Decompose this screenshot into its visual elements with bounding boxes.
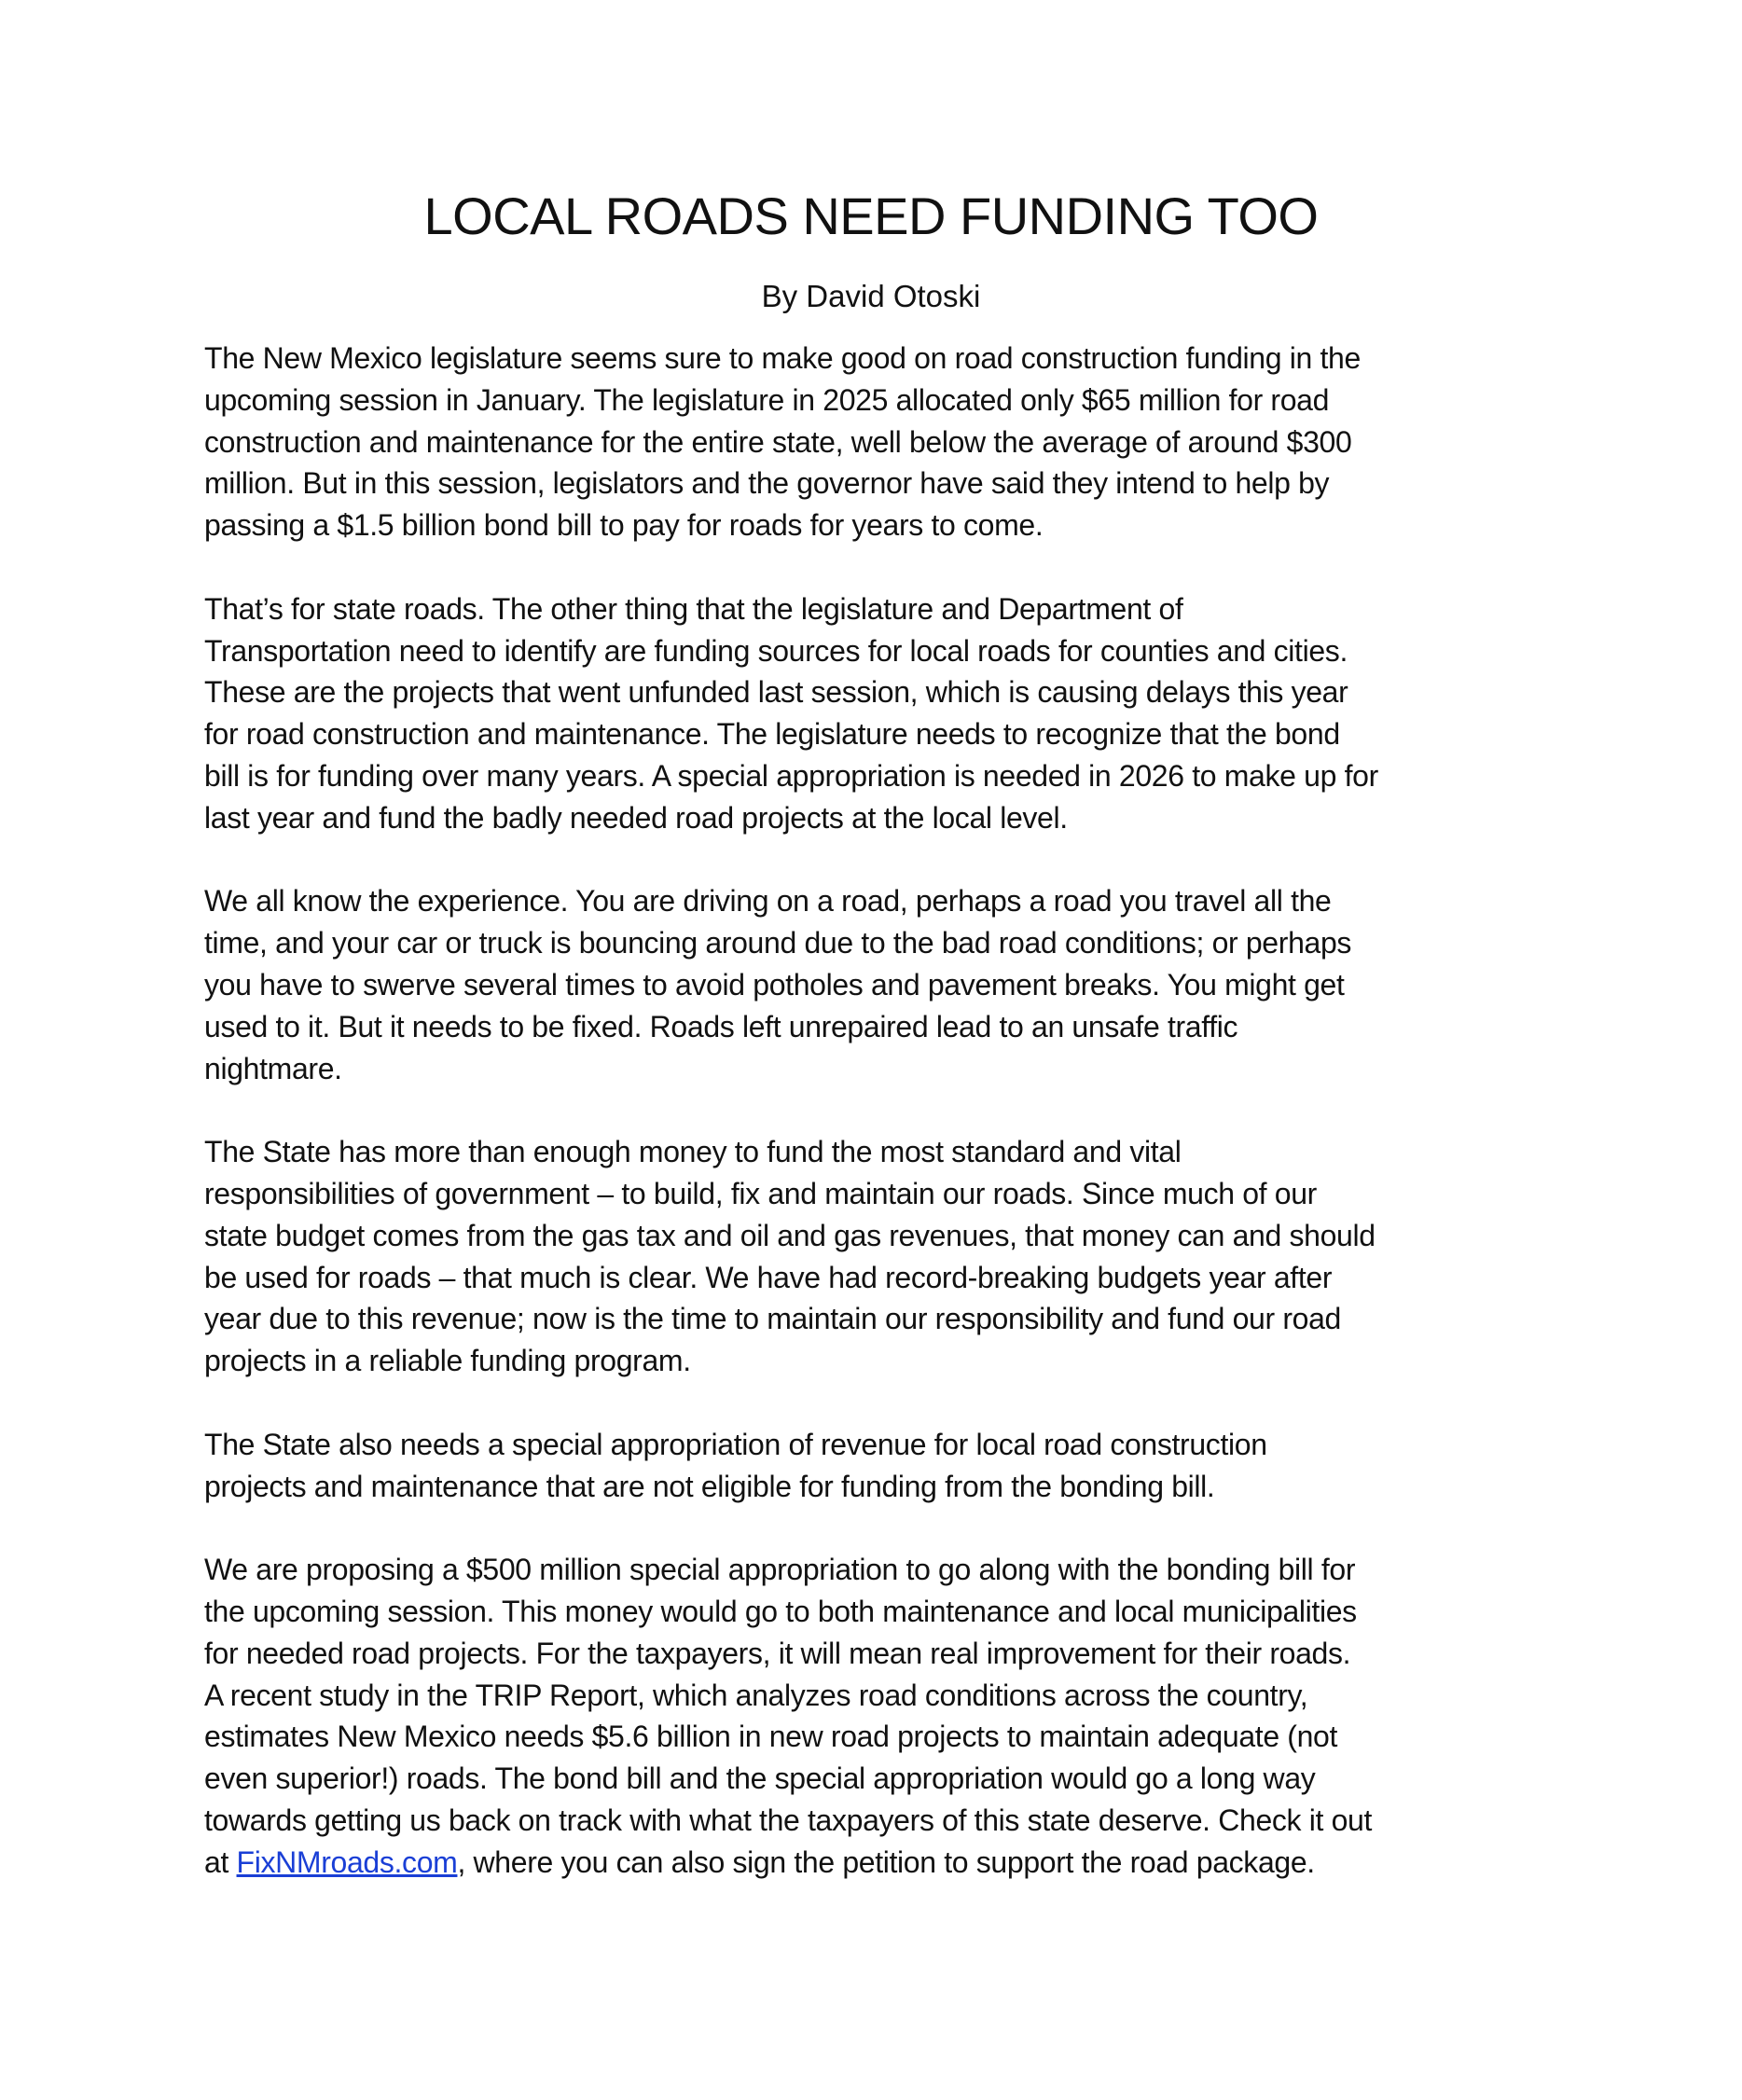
paragraph-line: even superior!) roads. The bond bill and the special appropriation would go a long way [204,1762,1316,1796]
paragraph-3 [204,880,1547,1089]
paragraph-line: year due to this revenue; now is the time to maintain our responsibility and fund our road [204,1302,1341,1336]
paragraph-final-line [204,1842,1547,1884]
paragraph-line: million. But in this session, legislators and the governor have said they intend to help by [204,466,1330,501]
paragraph-line: the upcoming session. This money would go to both maintenance and local municipalities [204,1594,1357,1628]
paragraph-line: time, and your car or truck is bouncing around due to the bad road conditions; or perhaps [204,926,1352,960]
link-prefix-text: at [204,1844,237,1879]
paragraph-line: used to it. But it needs to be fixed. Roads left unrepaired lead to an unsafe traffic [204,1009,1238,1043]
paragraph-4 [204,1131,1547,1382]
article-body [204,338,1547,1883]
paragraph-line: A recent study in the TRIP Report, which analyzes road conditions across the country, [204,1678,1308,1712]
paragraph-line: upcoming session in January. The legislature in 2025 allocated only $65 million for road [204,382,1330,417]
paragraph-line: responsibilities of government – to build, fix and maintain our roads. Since much of our [204,1176,1317,1210]
paragraph-5 [204,1424,1547,1508]
paragraph-line: Transportation need to identify are funding sources for local roads for counties and cities. [204,633,1348,668]
paragraph-line: last year and fund the badly needed road projects at the local level. [204,800,1068,835]
paragraph-1 [204,338,1547,546]
paragraph-line: We are proposing a $500 million special appropriation to go along with the bonding bill for [204,1553,1356,1587]
paragraph-line: for road construction and maintenance. The legislature needs to recognize that the bond [204,717,1340,752]
paragraph-line: The State has more than enough money to fund the most standard and vital [204,1135,1182,1169]
paragraph-line: projects in a reliable funding program. [204,1344,691,1378]
paragraph-line: state budget comes from the gas tax and oil and gas revenues, that money can and should [204,1218,1376,1252]
paragraph-line: for needed road projects. For the taxpayers, it will mean real improvement for their roads. [204,1636,1351,1670]
paragraph-line: you have to swerve several times to avoid potholes and pavement breaks. You might get [204,967,1345,1002]
paragraph-line: We all know the experience. You are driving on a road, perhaps a road you travel all the [204,884,1332,919]
paragraph-line: towards getting us back on track with what the taxpayers of this state deserve. Check it out [204,1803,1373,1837]
paragraph-line: construction and maintenance for the entire state, well below the average of around $300 [204,424,1352,459]
paragraph-line: be used for roads – that much is clear. We have had record-breaking budgets year after [204,1260,1333,1294]
paragraph-line: These are the projects that went unfunded last session, which is causing delays this year [204,675,1348,710]
paragraph-line: estimates New Mexico needs $5.6 billion in new road projects to maintain adequate (not [204,1720,1338,1754]
paragraph-line: nightmare. [204,1051,342,1085]
fixnmroads-link[interactable]: FixNMroads.com [236,1844,458,1879]
paragraph-line: passing a $1.5 billion bond bill to pay for roads for years to come. [204,508,1044,543]
article-title: LOCAL ROADS NEED FUNDING TOO [423,187,1319,245]
paragraph-2 [204,588,1547,839]
paragraph-line: The State also needs a special appropriation of revenue for local road construction [204,1427,1267,1461]
paragraph-line: projects and maintenance that are not eligible for funding from the bonding bill. [204,1469,1215,1503]
paragraph-line: The New Mexico legislature seems sure to make good on road construction funding in the [204,341,1361,375]
paragraph-line: bill is for funding over many years. A special appropriation is needed in 2026 to make up for [204,758,1378,793]
link-suffix-text: , where you can also sign the petition to support the road package. [457,1844,1315,1879]
paragraph-6 [204,1549,1547,1883]
article-byline: By David Otoski [761,279,981,313]
paragraph-line: That’s for state roads. The other thing that the legislature and Department of [204,591,1183,626]
